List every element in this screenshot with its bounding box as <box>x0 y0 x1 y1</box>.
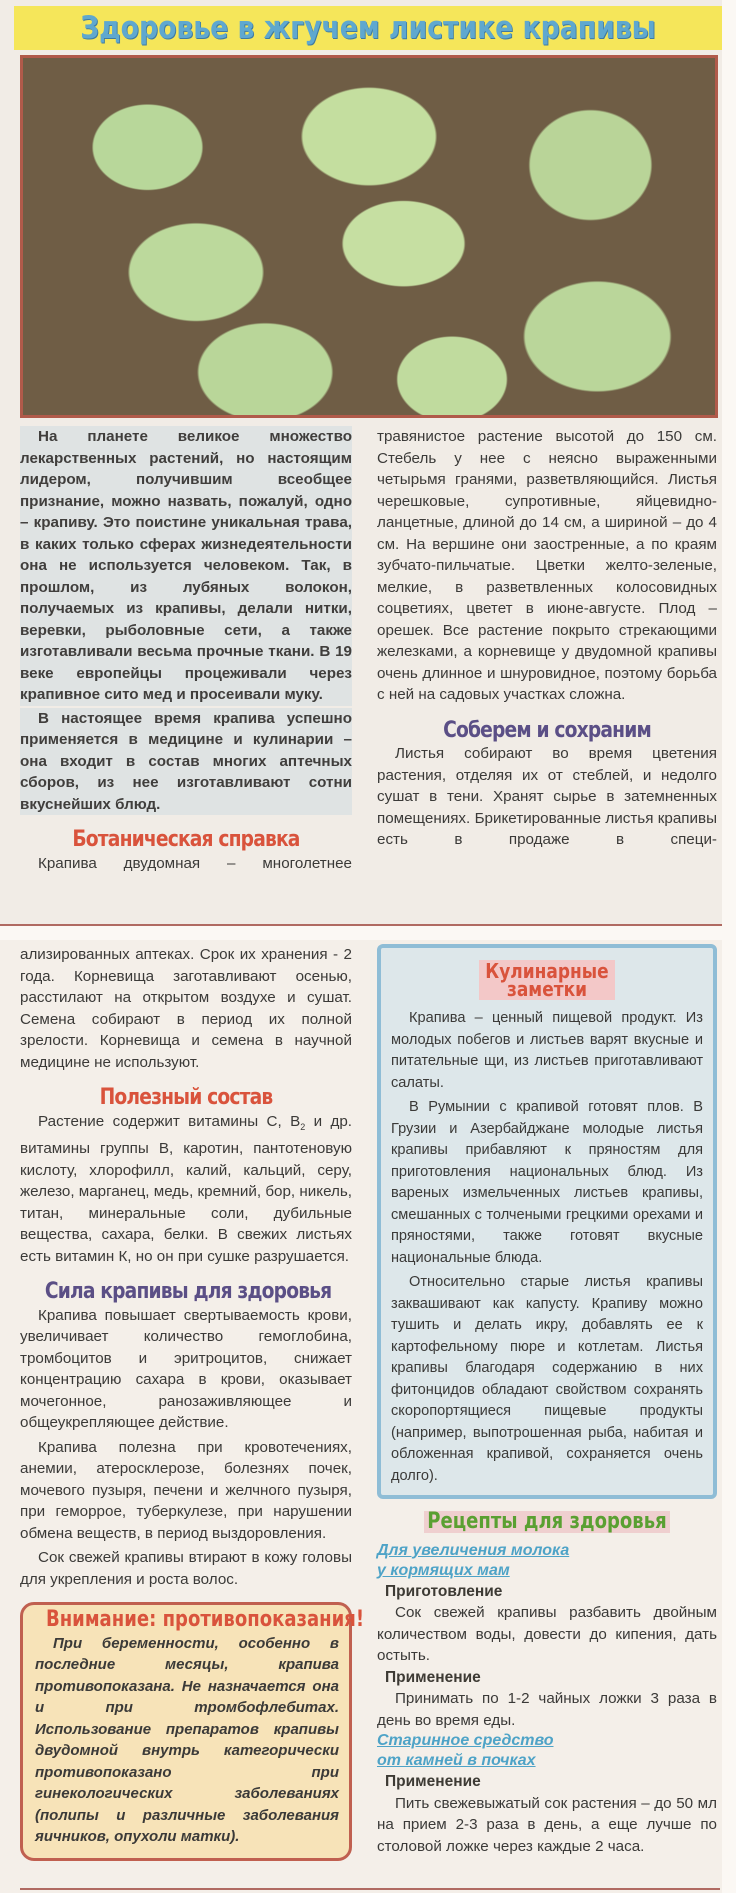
usage-text-2: Пить свежевыжатый сок растения – до 50 мл на прием 2-3 раза в день, а еще лучше по столовой ложке через каждые 2 часа. <box>377 1794 717 1855</box>
left-column <box>20 944 365 1861</box>
article-top-clip <box>0 0 722 926</box>
recipe-link-kidney-line2: от камней в почках <box>377 1752 536 1769</box>
intro-paragraph-1: На планете великое множество лекарственных растений, но настоящим лидером, получившим всеобщее признание, можно назвать, пожалуй, одно – крапиву. Это поистине уникальная трава, в каких только сферах жизнедеятельности она не используется человеком. Так, в прошлом, из лубяных волокон, получаемых из крапивы, делали нитки, веревки, рыболовные сети, а также изготавливали весьма прочные ткани. В 19 веке европейцы процеживали через крапивное сито мед и просеивали муку. <box>20 426 352 706</box>
composition-text <box>20 1111 352 1268</box>
usage-label-2: Применение <box>385 1773 481 1790</box>
vitamin-subscript: 2 <box>300 1121 306 1132</box>
article-bottom-clip <box>0 940 722 1893</box>
harvest-heading: Соберем и сохраним <box>443 717 651 743</box>
recipe-link-kidney-stones[interactable] <box>377 1731 717 1771</box>
bottom-divider <box>20 1888 720 1890</box>
botanical-text-continued: травянистое растение высотой до 150 см. Стебель у нее с неясно выраженными четырьмя гранями, разветвляющийся. Листья черешковые, супротивные, яйцевидно-ланцетные, длиной до 14 см, а шириной – до 4 см. На вершине они заостренные, а по краям зубчато-пильчатые. Цветки желто-зеленые, мелкие, в разветвленных колосовидных соцветиях, цветет в июне-августе. Плод – орешек. Все растение покрыто стрекающими железками, а корневище у двудомной крапивы очень длинное и шнуровидное, поэтому борьба с ней на садовых участках сложна. <box>377 428 717 703</box>
harvest-text-continued: ализированных аптеках. Срок их хранения - 2 года. Корневища заготавливают осенью, расстилают на открытом воздухе и сушат. Семена собирают в период их полной зрелости. Корневища и семена в научной медицине не используют. <box>20 946 352 1071</box>
culinary-paragraph-1: Крапива – ценный пищевой продукт. Из молодых побегов и листьев варят вкусные и питательные щи, из листьев приготавливают салаты. <box>391 1010 703 1091</box>
health-paragraph-3: Сок свежей крапивы втирают в кожу головы для укрепления и роста волос. <box>20 1549 352 1588</box>
intro-column <box>20 426 352 874</box>
article-title: Здоровье в жгучем листике крапивы <box>80 10 656 46</box>
culinary-heading <box>479 960 615 1000</box>
recipes-heading: Рецепты для здоровья <box>424 1511 670 1533</box>
composition-text-b: и др. витамины группы В, каротин, пантотеновую кислоту, хлорофилл, калий, кальций, серу, железо, марганец, медь, кремний, бор, никель, титан, минеральные соли, дубильные вещества, сахара, белки. В свежих листьях есть витамин К, но он при сушке разрушается. <box>20 1112 353 1265</box>
recipe-link-lactation[interactable] <box>377 1541 717 1581</box>
right-column <box>377 944 717 1857</box>
culinary-heading-line1: Кулинарные <box>485 959 609 983</box>
intro-paragraph-2: В настоящее время крапива успешно применяется в медицине и кулинарии – она входит в состав многих аптечных сборов, из нее изготавливают сотни вкуснейших блюд. <box>20 708 352 816</box>
preparation-label: Приготовление <box>385 1582 503 1600</box>
botanical-text-start: Крапива двудомная – многолетнее <box>38 854 352 872</box>
usage-text: Принимать по 1-2 чайных ложки 3 раза в день во время еды. <box>377 1690 717 1729</box>
contraindications-text: При беременности, особенно в последние месяцы, крапива противопоказана. Не назначается она и при тромбофлебитах. Использование препаратов крапивы двудомной внутрь категорически противопоказано при гинекологических заболеваниях (полипы и различные заболевания яичников, опухоли матки). <box>35 1634 339 1846</box>
title-bar <box>14 6 722 50</box>
health-paragraph-2: Крапива полезна при кровотечениях, анемии, атеросклерозе, болезнях почек, мочевого пузыря, печени и желчного пузыря, при геморрое, туберкулезе, при нарушении обмена веществ, в период выздоровления. <box>20 1438 352 1542</box>
health-heading: Сила крапивы для здоровья <box>44 1279 332 1305</box>
botanical-heading: Ботаническая справка <box>72 827 300 852</box>
botanical-column <box>377 426 717 851</box>
culinary-paragraph-2: В Румынии с крапивой готовят плов. В Грузии и Азербайджане молодые листья крапивы прибавляют к пряностям для приготовления национальных блюд. Из вареных измельченных листьев крапивы, смешанных с толчеными грецкими орехами и пряностями, также готовят вкусные национальные блюда. <box>391 1099 703 1266</box>
culinary-heading-line2: заметки <box>506 977 588 1001</box>
culinary-paragraph-3: Относительно старые листья крапивы заквашивают как капусту. Крапиву можно тушить и делать икру, добавлять ее к картофельному пюре и котлетам. Листья крапивы благодаря содержанию в них фитонцидов обладают свойством сохранять скоропортящиеся пищевые продукты (например, выпотрошенная рыба, набитая и обложенная крапивой, сохраняется очень долго). <box>391 1274 703 1484</box>
preparation-text: Сок свежей крапивы разбавить двойным количеством воды, довести до кипения, дать остыть. <box>377 1604 717 1664</box>
recipe-link-kidney-line1: Старинное средство <box>377 1732 554 1749</box>
harvest-text-start: Листья собирают во время цветения растения, отделяя их от стеблей, и недолго сушат в тени. Хранят сырье в затемненных помещениях. Брикетированные листья крапивы есть в продаже в специ- <box>377 745 717 848</box>
composition-heading: Полезный состав <box>99 1085 273 1110</box>
contraindications-heading: Внимание: противопоказания! <box>45 1607 365 1633</box>
nettle-leaves-photo <box>20 55 718 418</box>
culinary-notes-box <box>377 944 717 1499</box>
health-paragraph-1: Крапива повышает свертываемость крови, увеличивает количество гемоглобина, тромбоцитов и эритроцитов, снижает концентрацию сахара в крови, оказывает мочегонное, ранозаживляющее и общеукрепляющее действие. <box>20 1306 352 1432</box>
recipe-link-lactation-line2: у кормящих мам <box>377 1561 510 1579</box>
contraindications-box <box>20 1602 365 1861</box>
usage-label: Применение <box>385 1668 481 1686</box>
recipe-link-lactation-line1: Для увеличения молока <box>377 1541 570 1559</box>
composition-text-a: Растение содержит витамины С, В <box>38 1112 301 1130</box>
